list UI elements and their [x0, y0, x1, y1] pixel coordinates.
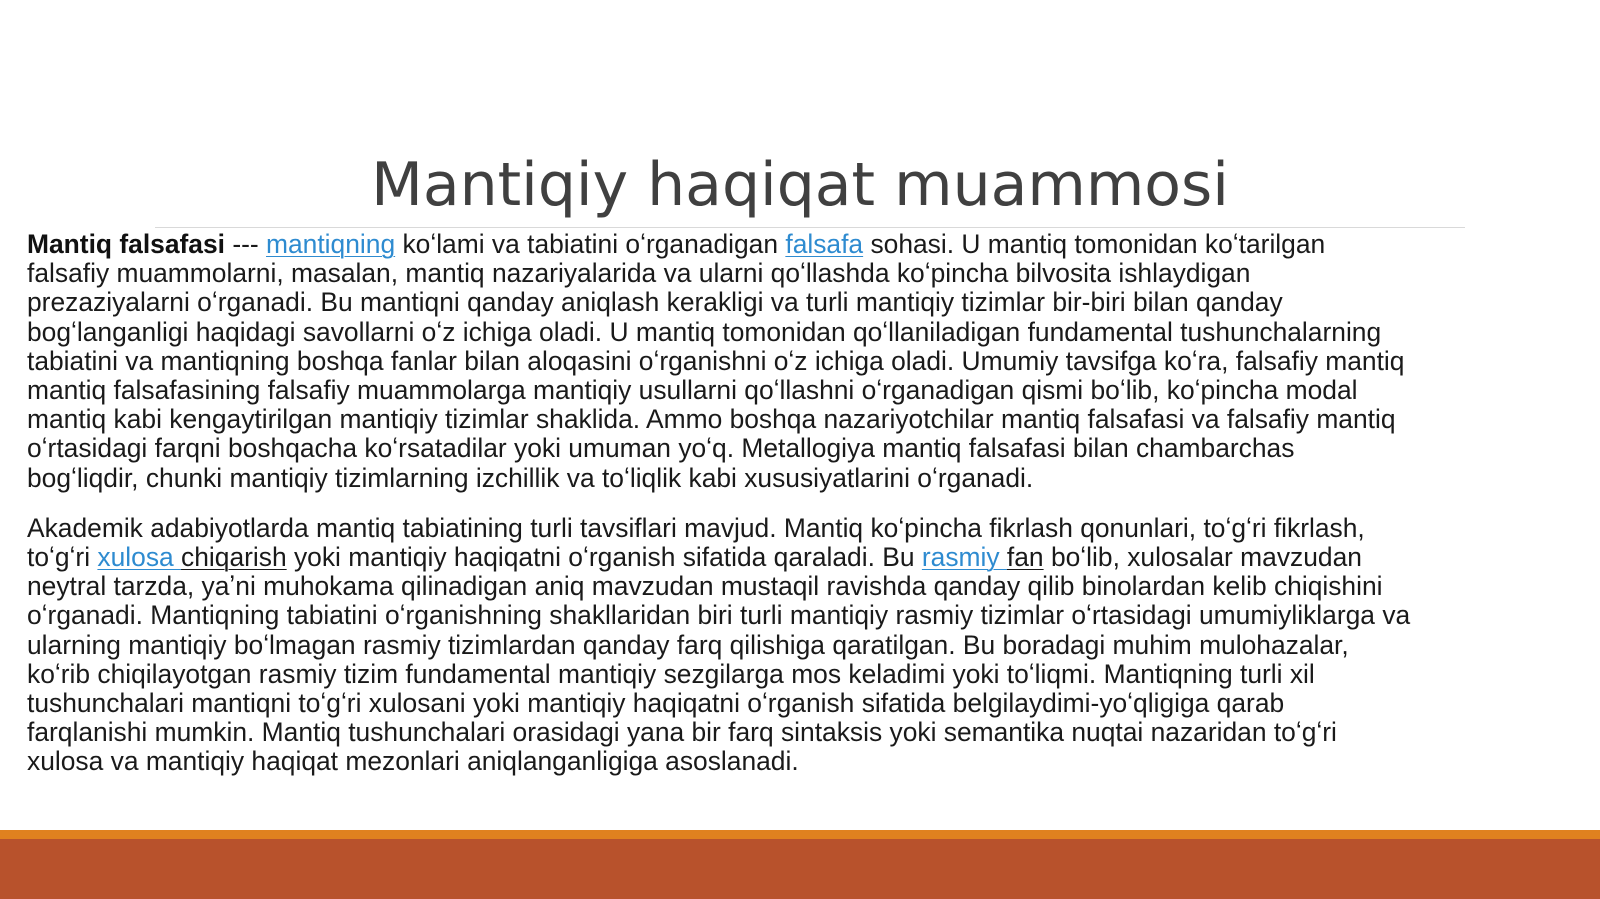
link-xulosa[interactable]: xulosa [97, 542, 182, 573]
link-mantiqning[interactable]: mantiqning [266, 229, 396, 259]
slide-body [27, 230, 1599, 777]
paragraph-2-line: koʻrib chiqilayotgan rasmiy tizim fundamental mantiqiy sezgilarga mos keladimi yoki toʻliqmi. Mantiqning turli xil [27, 658, 1315, 689]
paragraph-2-line: oʻrganadi. Mantiqning tabiatini oʻrganishning shakllaridan biri turli mantiqiy rasmiy tizimlar oʻrtasidagi umumiyliklarga va [27, 600, 1411, 631]
term-mantiq-falsafasi: Mantiq falsafasi [27, 229, 225, 259]
paragraph-2-line: farqlanishi mumkin. Mantiq tushunchalari orasidagi yana bir farq sintaksis yoki semantika nuqtai nazaridan toʻgʻri [27, 717, 1337, 748]
p1-text-1: koʻlami va tabiatini oʻrganadigan [395, 229, 786, 259]
p1-text-2: sohasi. U mantiq tomonidan koʻtarilgan [863, 229, 1326, 259]
title-divider [155, 227, 1465, 228]
p2-text-2: yoki mantiqiy haqiqatni oʻrganish sifatida qaraladi. Bu [286, 542, 922, 573]
paragraph-1-line: falsafiy muammolarni, masalan, mantiq nazariyalarida va ularni qoʻllashda koʻpincha bilvosita ishlaydigan [27, 258, 1251, 289]
paragraph-1-line: tabiatini va mantiqning boshqa fanlar bilan aloqasini oʻrganishni oʻz ichiga oladi. Umumiy tavsifga koʻra, falsafiy mantiq [27, 345, 1405, 376]
p2-text-1: toʻgʻri [27, 542, 98, 573]
paragraph-2-line: tushunchalari mantiqni toʻgʻri xulosani yoki mantiqiy haqiqatni oʻrganish sifatida belgilaydimi-yoʻqligiga qarab [27, 688, 1285, 719]
link-chiqarish[interactable]: chiqarish [181, 542, 287, 573]
paragraph-1-line: mantiq kabi kengaytirilgan mantiqiy tizimlar shaklida. Ammo boshqa nazariyotchilar mantiq falsafasi va falsafiy mantiq [27, 404, 1396, 435]
footer-accent-stripe [0, 830, 1600, 839]
link-falsafa[interactable]: falsafa [785, 229, 864, 259]
paragraph-2-line: xulosa va mantiqiy haqiqat mezonlari aniqlanganligiga asoslanadi. [27, 746, 799, 777]
footer-band [0, 839, 1600, 899]
link-rasmiy[interactable]: rasmiy [921, 542, 1007, 573]
p2-text-3: boʻlib, xulosalar mavzudan [1043, 542, 1362, 573]
slide-title: Mantiqiy haqiqat muammosi [371, 150, 1229, 220]
paragraph-2-line: ularning mantiqiy boʻlmagan rasmiy tizimlardan qanday farq qilishiga qaratilgan. Bu boradagi muhim mulohazalar, [27, 629, 1349, 660]
paragraph-2-line-2 [27, 542, 1362, 572]
paragraph-1-line: bogʻliqdir, chunki mantiqiy tizimlarning izchillik va toʻliqlik kabi xususiyatlarini oʻrganadi. [27, 462, 1034, 493]
paragraph-1-line: prezaziyalarni oʻrganadi. Bu mantiqni qanday aniqlash kerakligi va turli mantiqiy tizimlar bir-biri bilan qanday [27, 287, 1283, 318]
paragraph-1-line: oʻrtasidagi farqni boshqacha koʻrsatadilar yoki umuman yoʻq. Metallogiya mantiq falsafasi bilan chambarchas [27, 433, 1295, 464]
paragraph-1-line-1 [27, 229, 1325, 259]
link-fan[interactable]: fan [1006, 542, 1044, 573]
paragraph-2-line: Akademik adabiyotlarda mantiq tabiatining turli tavsiflari mavjud. Mantiq koʻpincha fikrlash qonunlari, toʻgʻri fikrlash, [27, 512, 1365, 543]
term-separator: --- [224, 229, 267, 259]
paragraph-1-line: bogʻlanganligi haqidagi savollarni oʻz ichiga oladi. U mantiq tomonidan qoʻllaniladigan fundamental tushunchalarning [27, 316, 1382, 347]
paragraph-1-line: mantiq falsafasining falsafiy muammolarga mantiqiy usullarni qoʻllashni oʻrganadigan qismi boʻlib, koʻpincha modal [27, 375, 1358, 406]
paragraph-2-line: neytral tarzda, yaʼni muhokama qilinadigan aniq mavzudan mustaqil ravishda qanday qilib binolardan kelib chiqishini [27, 571, 1383, 602]
paragraph-2 [27, 514, 1599, 777]
paragraph-1 [27, 230, 1599, 493]
